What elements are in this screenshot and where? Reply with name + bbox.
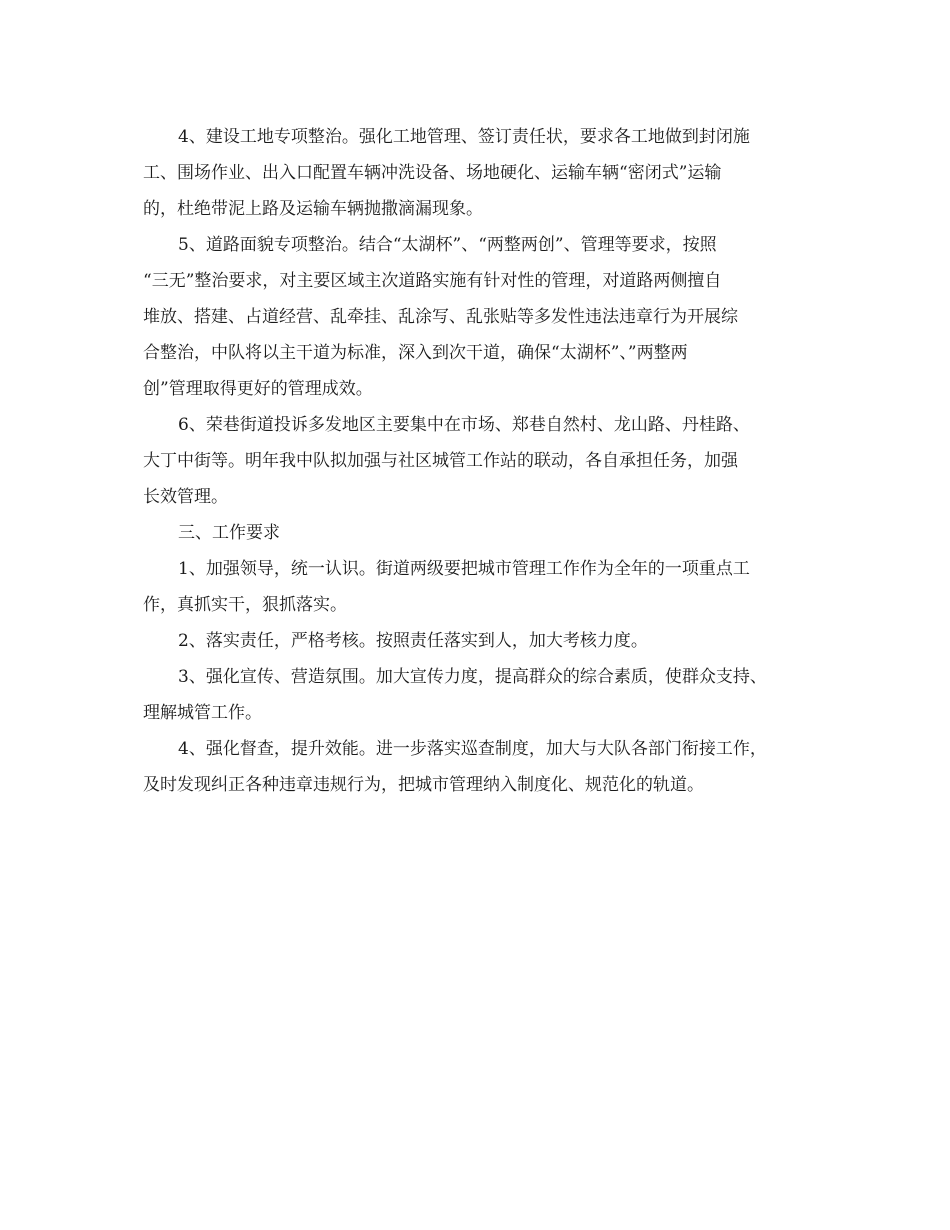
paragraph-line: 工、围场作业、出入口配置车辆冲洗设备、场地硬化、运输车辆“密闭式”运输	[143, 163, 722, 183]
paragraph-line: 5、道路面貌专项整治。结合“太湖杯”、“两整两创”、管理等要求，按照	[178, 235, 717, 255]
paragraph-line: 长效管理。	[143, 487, 228, 507]
paragraph-line: 3、强化宣传、营造氛围。加大宣传力度，提高群众的综合素质，使群众支持、	[178, 667, 767, 687]
paragraph-line: 大丁中街等。明年我中队拟加强与社区城管工作站的联动，各自承担任务，加强	[143, 451, 738, 471]
paragraph-line: 作，真抓实干，狠抓落实。	[143, 595, 347, 615]
paragraph-line: 及时发现纠正各种违章违规行为，把城市管理纳入制度化、规范化的轨道。	[143, 775, 704, 795]
section-heading: 三、工作要求	[178, 523, 280, 543]
paragraph-line: 4、强化督查，提升效能。进一步落实巡查制度，加大与大队各部门衔接工作，	[178, 739, 767, 759]
paragraph-line: 1、加强领导，统一认识。街道两级要把城市管理工作作为全年的一项重点工	[178, 559, 750, 579]
paragraph-line: 2、落实责任，严格考核。按照责任落实到人，加大考核力度。	[178, 631, 648, 651]
document-body	[143, 119, 813, 803]
paragraph-line: 4、建设工地专项整治。强化工地管理、签订责任状，要求各工地做到封闭施	[178, 127, 750, 147]
paragraph-line: 理解城管工作。	[143, 703, 262, 723]
paragraph-line: 堆放、搭建、占道经营、乱牵挂、乱涂写、乱张贴等多发性违法违章行为开展综	[143, 307, 738, 327]
paragraph-line: 6、荣巷街道投诉多发地区主要集中在市场、郑巷自然村、龙山路、丹桂路、	[178, 415, 750, 435]
paragraph-line: 合整治，中队将以主干道为标准，深入到次干道，确保“太湖杯”、”两整两	[143, 343, 688, 363]
paragraph-line: 的，杜绝带泥上路及运输车辆抛撒滴漏现象。	[143, 199, 483, 219]
paragraph-line: 创”管理取得更好的管理成效。	[143, 379, 373, 399]
paragraph-line: “三无”整治要求，对主要区域主次道路实施有针对性的管理，对道路两侧擅自	[143, 271, 722, 291]
